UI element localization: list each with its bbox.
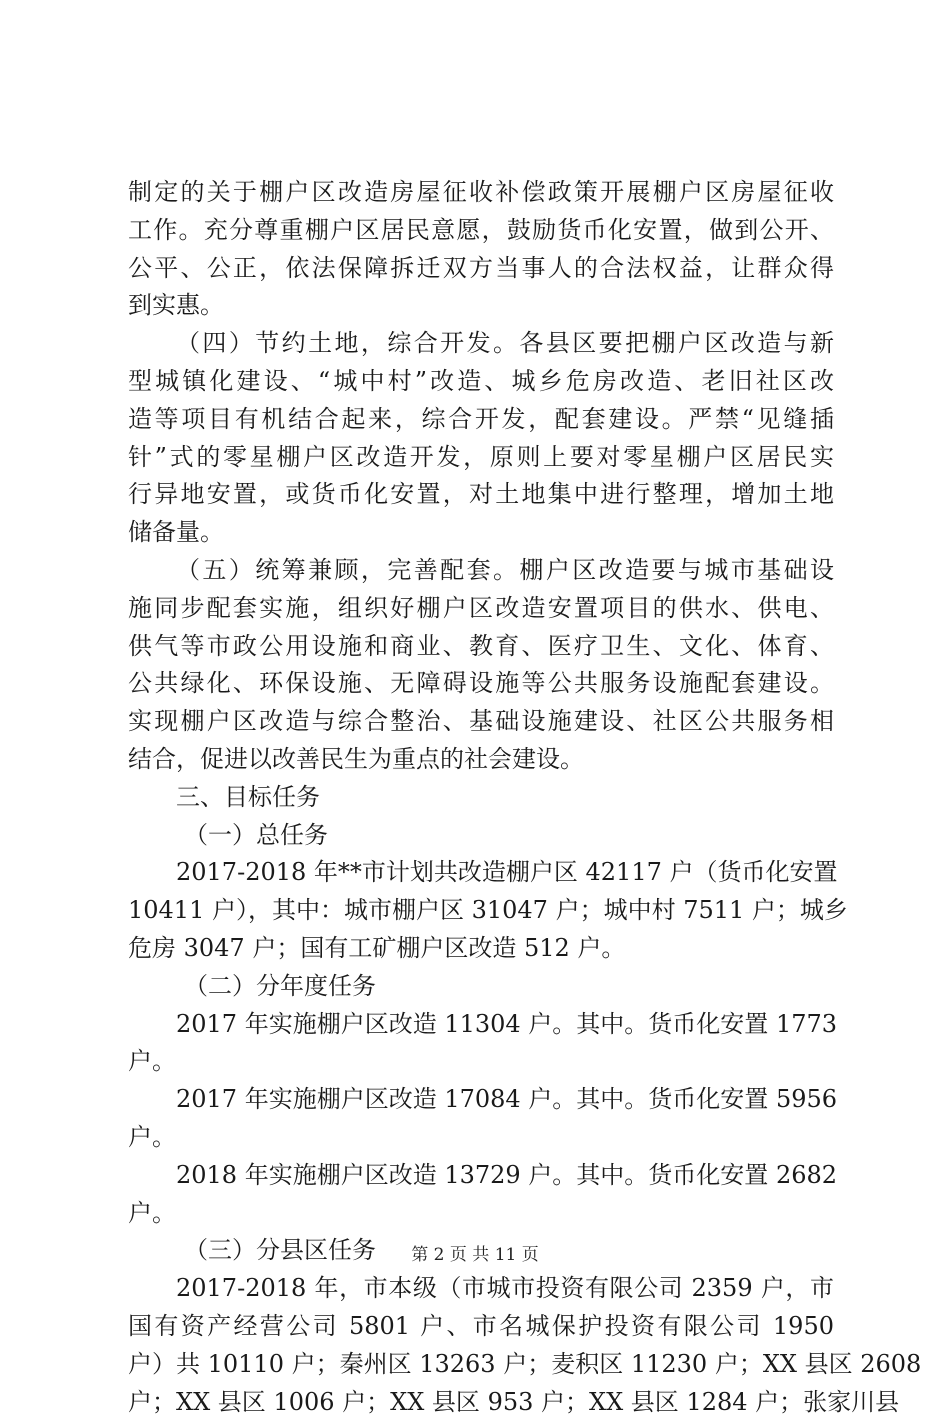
text-line: 工作。充分尊重棚户区居民意愿，鼓励货币化安置，做到公开、: [128, 212, 834, 250]
text-line: 到实惠。: [128, 287, 834, 325]
text-line: 2017 年实施棚户区改造 11304 户。其中。货币化安置 1773: [128, 1006, 834, 1044]
text-line: （五）统筹兼顾，完善配套。棚户区改造要与城市基础设: [128, 552, 834, 590]
text-line: 公平、公正，依法保障拆迁双方当事人的合法权益，让群众得: [128, 250, 834, 288]
text-line: 制定的关于棚户区改造房屋征收补偿政策开展棚户区房屋征收: [128, 174, 834, 212]
text-line: 2017-2018 年，市本级（市城市投资有限公司 2359 户，市: [128, 1270, 834, 1308]
text-line: 2018 年实施棚户区改造 13729 户。其中。货币化安置 2682: [128, 1157, 834, 1195]
page-number-footer: 第 2 页 共 11 页: [0, 1240, 950, 1265]
text-line: 危房 3047 户；国有工矿棚户区改造 512 户。: [128, 930, 834, 968]
text-line: 国有资产经营公司 5801 户、市名城保护投资有限公司 1950: [128, 1308, 834, 1346]
text-line: 实现棚户区改造与综合整治、基础设施建设、社区公共服务相: [128, 703, 834, 741]
text-line: 施同步配套实施，组织好棚户区改造安置项目的供水、供电、: [128, 590, 834, 628]
text-line: 行异地安置，或货币化安置，对土地集中进行整理，增加土地: [128, 476, 834, 514]
text-line: （四）节约土地，综合开发。各县区要把棚户区改造与新: [128, 325, 834, 363]
text-line: 公共绿化、环保设施、无障碍设施等公共服务设施配套建设。: [128, 665, 834, 703]
subsection-heading: （一）总任务: [128, 817, 834, 855]
text-line: 2017-2018 年**市计划共改造棚户区 42117 户（货币化安置: [128, 854, 834, 892]
text-line: 户；XX 县区 1006 户；XX 县区 953 户；XX 县区 1284 户；张家川县: [128, 1384, 834, 1421]
text-line: 储备量。: [128, 514, 834, 552]
text-line: 针”式的零星棚户区改造开发，原则上要对零星棚户区居民实: [128, 439, 834, 477]
text-line: 户）共 10110 户；秦州区 13263 户；麦积区 11230 户；XX 县区 2608: [128, 1346, 834, 1384]
text-line: 结合，促进以改善民生为重点的社会建设。: [128, 741, 834, 779]
text-line: 10411 户），其中：城市棚户区 31047 户；城中村 7511 户；城乡: [128, 892, 834, 930]
text-line: 户。: [128, 1195, 834, 1233]
text-line: 户。: [128, 1043, 834, 1081]
body-text: [128, 174, 834, 1421]
text-line: 户。: [128, 1119, 834, 1157]
subsection-heading: （三）分县区任务: [128, 1232, 834, 1270]
text-line: 型城镇化建设、“城中村”改造、城乡危房改造、老旧社区改: [128, 363, 834, 401]
section-heading: 三、目标任务: [128, 779, 834, 817]
text-line: 造等项目有机结合起来，综合开发，配套建设。严禁“见缝插: [128, 401, 834, 439]
text-line: 供气等市政公用设施和商业、教育、医疗卫生、文化、体育、: [128, 628, 834, 666]
subsection-heading: （二）分年度任务: [128, 968, 834, 1006]
text-line: 2017 年实施棚户区改造 17084 户。其中。货币化安置 5956: [128, 1081, 834, 1119]
